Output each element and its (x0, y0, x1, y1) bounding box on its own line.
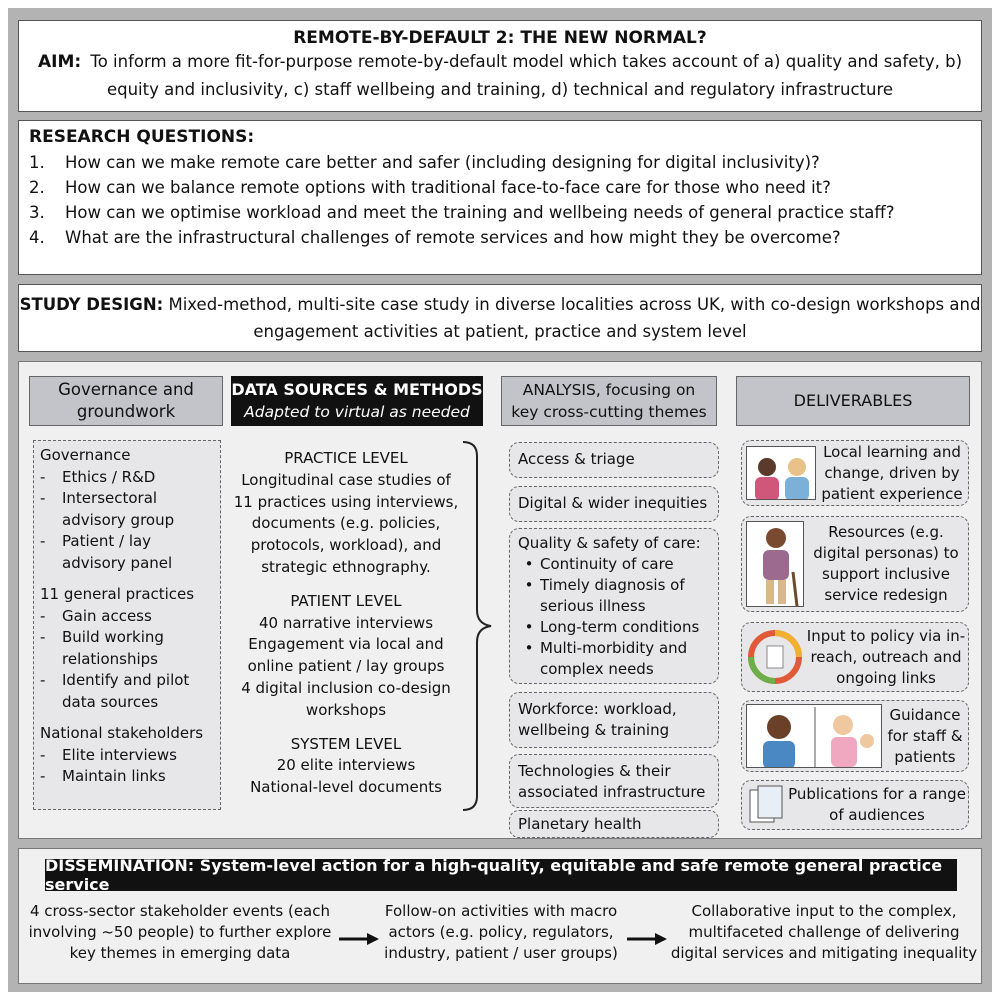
list-item-text: Build working relationships (62, 628, 164, 668)
practice-level-title: PRACTICE LEVEL (284, 449, 408, 467)
analysis-header (501, 376, 717, 426)
arrow-right-icon (625, 931, 669, 947)
dash-marker: - (40, 489, 46, 507)
dash-marker: - (40, 606, 46, 625)
deliverable-text: Input to policy via in-reach, outreach and ongoing links (806, 626, 966, 687)
theme-label: Planetary health (518, 815, 642, 833)
list-item (518, 575, 710, 617)
page-title: REMOTE-BY-DEFAULT 2: THE NEW NORMAL? (293, 28, 707, 48)
governance-header-line2: groundwork (76, 402, 176, 421)
list-item-text: Timely diagnosis of serious illness (540, 576, 685, 615)
deliverable-publications (741, 780, 969, 830)
patient-level-title: PATIENT LEVEL (290, 591, 402, 610)
rq-text: How can we make remote care better and safer (including designing for digital inclusivity)? (65, 153, 820, 172)
deliverable-resources (741, 516, 969, 612)
research-question (29, 175, 981, 200)
deliverable-text: Resources (e.g. digital personas) to support inclusive service redesign (813, 523, 959, 604)
research-questions-heading: RESEARCH QUESTIONS: (29, 127, 255, 147)
governance-group-title: National stakeholders (40, 724, 204, 742)
dash-marker: - (40, 745, 46, 764)
system-level-line: National-level documents (250, 778, 442, 797)
list-item-text: Gain access (62, 606, 152, 625)
infographic-frame (8, 8, 992, 992)
list-item-text: Multi-morbidity and complex needs (540, 639, 688, 678)
patient-level-line: Engagement via local and online patient / lay groups (247, 635, 445, 676)
list-item-text: Continuity of care (540, 555, 674, 573)
deliverables-header-label: DELIVERABLES (793, 391, 913, 410)
data-sources-title: DATA SOURCES & METHODS (231, 380, 483, 399)
dissemination-stage-1: 4 cross-sector stakeholder events (each involving ~50 people) to further explore key themes in emerging data (28, 902, 332, 962)
system-level-title: SYSTEM LEVEL (290, 734, 402, 753)
list-item (40, 488, 214, 531)
deliverable-text: Guidance for staff & patients (887, 705, 963, 766)
list-item (518, 638, 710, 680)
list-item (40, 670, 214, 713)
list-item (518, 554, 710, 575)
aim-box (18, 20, 982, 112)
rq-text: How can we balance remote options with traditional face-to-face care for those who need it? (65, 178, 831, 197)
dissemination-header: DISSEMINATION: System-level action for a high-quality, equitable and safe remote general practice service (45, 859, 957, 891)
theme-label: Digital & wider inequities (518, 494, 708, 512)
deliverable-text: Publications for a range of audiences (788, 785, 966, 824)
staff-and-patients-illustration (746, 704, 882, 768)
rq-number: 4. (29, 228, 45, 247)
list-item-text: Intersectoral advisory group (62, 489, 175, 529)
list-item-text: Patient / lay advisory panel (62, 532, 173, 572)
publications-icon (746, 784, 786, 826)
methods-panel (18, 361, 982, 839)
list-item-text: Elite interviews (62, 745, 177, 764)
data-sources-content (231, 448, 461, 799)
curly-brace-icon (459, 440, 503, 812)
list-item-text: Ethics / R&D (62, 467, 156, 486)
arrow-right-icon (337, 931, 381, 947)
bullet-marker: • (524, 639, 534, 657)
rq-text: How can we optimise workload and meet the training and wellbeing needs of general practice staff? (65, 203, 895, 222)
list-item (40, 606, 214, 628)
analysis-theme-digital (509, 486, 719, 522)
analysis-theme-access (509, 442, 719, 478)
governance-group-title: Governance (40, 446, 131, 464)
bullet-marker: • (524, 618, 534, 636)
data-sources-header (231, 376, 483, 426)
rq-number: 3. (29, 203, 45, 222)
rq-number: 2. (29, 178, 45, 197)
study-design-text: Mixed-method, multi-site case study in diverse localities across UK, with co-design workshops and engagement activities at patient, practice and system level (168, 295, 981, 341)
deliverable-policy-input (741, 622, 969, 692)
data-sources-subtitle: Adapted to virtual as needed (244, 403, 470, 421)
list-item (40, 531, 214, 574)
rq-text: What are the infrastructural challenges of remote services and how might they be overcome? (65, 228, 841, 247)
deliverable-guidance (741, 700, 969, 772)
dash-marker: - (40, 467, 46, 486)
patient-experience-illustration (746, 446, 816, 500)
deliverable-local-learning (741, 440, 969, 506)
research-questions-box (18, 120, 982, 275)
digital-persona-illustration (746, 521, 804, 607)
policy-document-icon (746, 628, 804, 686)
dash-marker: - (40, 628, 46, 646)
analysis-header-line1: ANALYSIS, focusing on (522, 381, 696, 399)
patient-level-line: 4 digital inclusion co-design workshops (241, 678, 451, 719)
list-item-text: Long-term conditions (540, 618, 700, 636)
list-item (40, 745, 214, 767)
deliverables-header (736, 376, 970, 426)
governance-group-title: 11 general practices (40, 585, 195, 603)
analysis-theme-workforce (509, 692, 719, 748)
list-item (40, 766, 214, 788)
analysis-theme-technologies (509, 754, 719, 808)
research-question (29, 150, 981, 175)
list-item (40, 467, 214, 489)
practice-level-text: Longitudinal case studies of 11 practices using interviews, documents (e.g. policies, protocols, workload), and strategic ethnography. (233, 470, 459, 576)
governance-header (29, 376, 223, 426)
patient-level-line: 40 narrative interviews (258, 613, 434, 632)
dash-marker: - (40, 671, 46, 689)
theme-label: Access & triage (518, 450, 635, 468)
theme-label: Technologies & their associated infrastructure (518, 762, 706, 801)
list-item (40, 627, 214, 670)
dissemination-stage-3: Collaborative input to the complex, multifaceted challenge of delivering digital services and mitigating inequality (670, 902, 978, 962)
analysis-theme-quality (509, 528, 719, 684)
dash-marker: - (40, 767, 46, 785)
bullet-marker: • (524, 555, 534, 573)
theme-label: Quality & safety of care: (518, 534, 701, 552)
dissemination-panel (18, 848, 982, 984)
dash-marker: - (40, 532, 46, 550)
study-design-label: STUDY DESIGN: (19, 295, 164, 314)
aim-body: To inform a more fit-for-purpose remote-by-default model which takes account of a) quality and safety, b) equity and inclusivity, c) staff wellbeing and training, d) technical and regulatory infrastructure (90, 52, 963, 99)
governance-header-line1: Governance and (58, 380, 194, 399)
system-level-line: 20 elite interviews (276, 756, 416, 775)
list-item (518, 617, 710, 638)
theme-label: Workforce: workload, wellbeing & training (518, 700, 677, 739)
aim-label: AIM: (37, 52, 82, 72)
deliverable-text: Local learning and change, driven by patient experience (821, 442, 963, 503)
study-design-box (18, 284, 982, 352)
bullet-marker: • (524, 576, 534, 594)
aim-text (19, 48, 981, 103)
list-item-text: Identify and pilot data sources (62, 671, 190, 711)
dissemination-stage-2: Follow-on activities with macro actors (e.g. policy, regulators, industry, patient / user groups) (384, 902, 618, 962)
list-item-text: Maintain links (62, 767, 166, 785)
rq-number: 1. (29, 153, 45, 172)
analysis-theme-planetary (509, 810, 719, 838)
governance-list (33, 440, 221, 810)
research-question (29, 225, 981, 250)
research-question (29, 200, 981, 225)
analysis-header-line2: key cross-cutting themes (511, 403, 707, 421)
